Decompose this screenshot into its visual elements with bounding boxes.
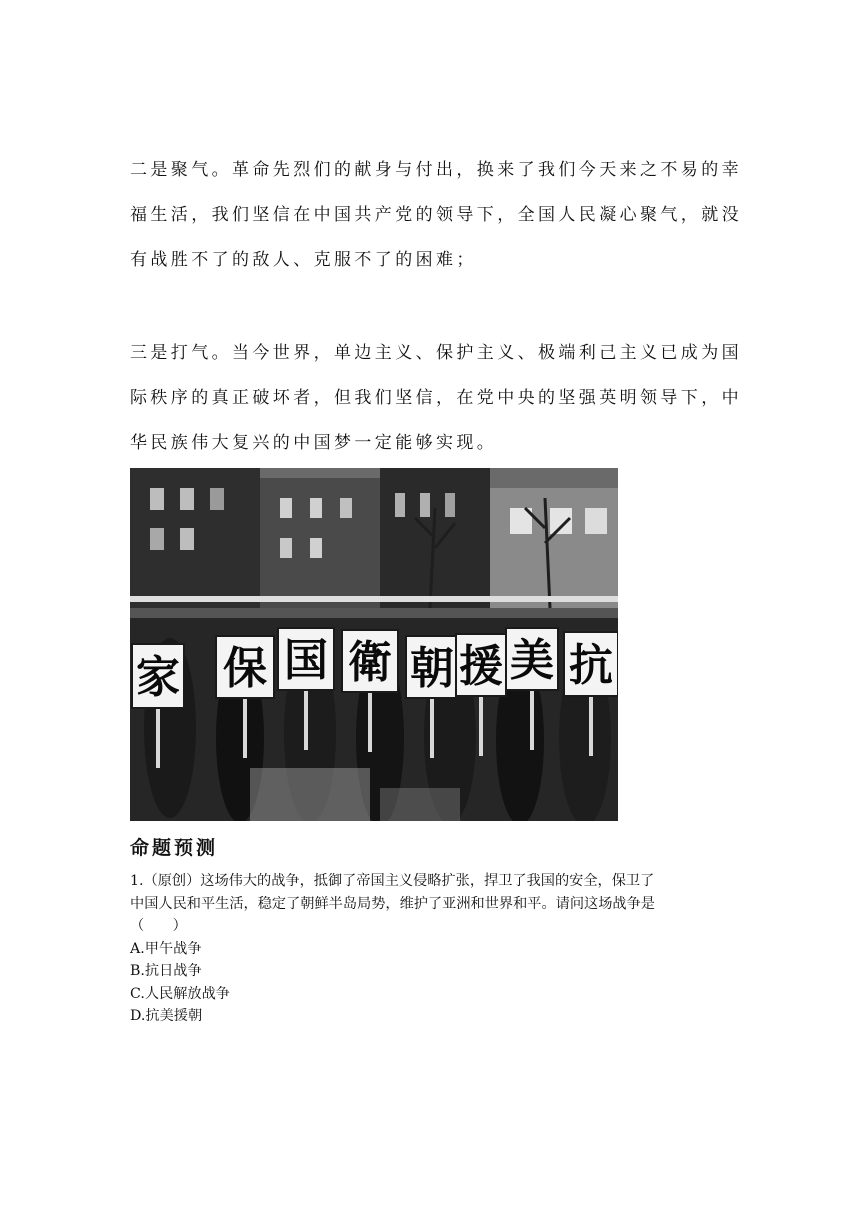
paragraph-morale-boosting — [130, 331, 742, 466]
option-d: D.抗美援朝 — [130, 1008, 203, 1024]
option-a: A.甲午战争 — [130, 940, 202, 957]
section-heading: 命题预测 — [130, 837, 219, 859]
placard-character: 朝 — [410, 643, 454, 694]
placard-character: 美 — [510, 635, 554, 686]
placard-pole — [368, 692, 372, 752]
paragraph-line: 华民族伟大复兴的中国梦一定能够实现。 — [130, 433, 498, 453]
option-c: C.人民解放战争 — [130, 985, 230, 1002]
placard-pole — [243, 698, 247, 758]
placard-character: 家 — [136, 652, 180, 703]
paragraph-morale-gathering — [130, 148, 742, 283]
question-stem-line: 1.（原创）这场伟大的战争，抵御了帝国主义侵略扩张，捍卫了我国的安全，保卫了 — [130, 873, 655, 889]
placard-character: 国 — [284, 635, 328, 686]
placard-character: 保 — [223, 643, 267, 694]
placard-pole — [530, 690, 534, 750]
placard-pole — [589, 696, 593, 756]
placard-character: 衛 — [348, 637, 392, 688]
paragraph-line: 际秩序的真正破坏者，但我们坚信，在党中央的坚强英明领导下，中 — [130, 388, 742, 408]
placard-pole — [479, 696, 483, 756]
placard-pole — [430, 698, 434, 758]
placard-character: 抗 — [569, 640, 613, 691]
historical-protest-photo — [130, 468, 618, 821]
placard-pole — [304, 690, 308, 750]
question-stem-line: （ ） — [130, 918, 187, 934]
paragraph-line: 福生活，我们坚信在中国共产党的领导下，全国人民凝心聚气，就没 — [130, 205, 742, 225]
question-stem-line: 中国人民和平生活，稳定了朝鲜半岛局势，维护了亚洲和世界和平。请问这场战争是 — [130, 895, 655, 912]
placard-character: 援 — [459, 641, 503, 692]
option-b: B.抗日战争 — [130, 963, 202, 979]
placard-pole — [156, 708, 160, 768]
multiple-choice-question — [130, 870, 730, 1028]
paragraph-line: 二是聚气。革命先烈们的献身与付出，换来了我们今天来之不易的幸 — [130, 160, 742, 180]
paragraph-line: 有战胜不了的敌人、克服不了的困难； — [130, 250, 477, 270]
paragraph-line: 三是打气。当今世界，单边主义、保护主义、极端利己主义已成为国 — [130, 343, 742, 363]
